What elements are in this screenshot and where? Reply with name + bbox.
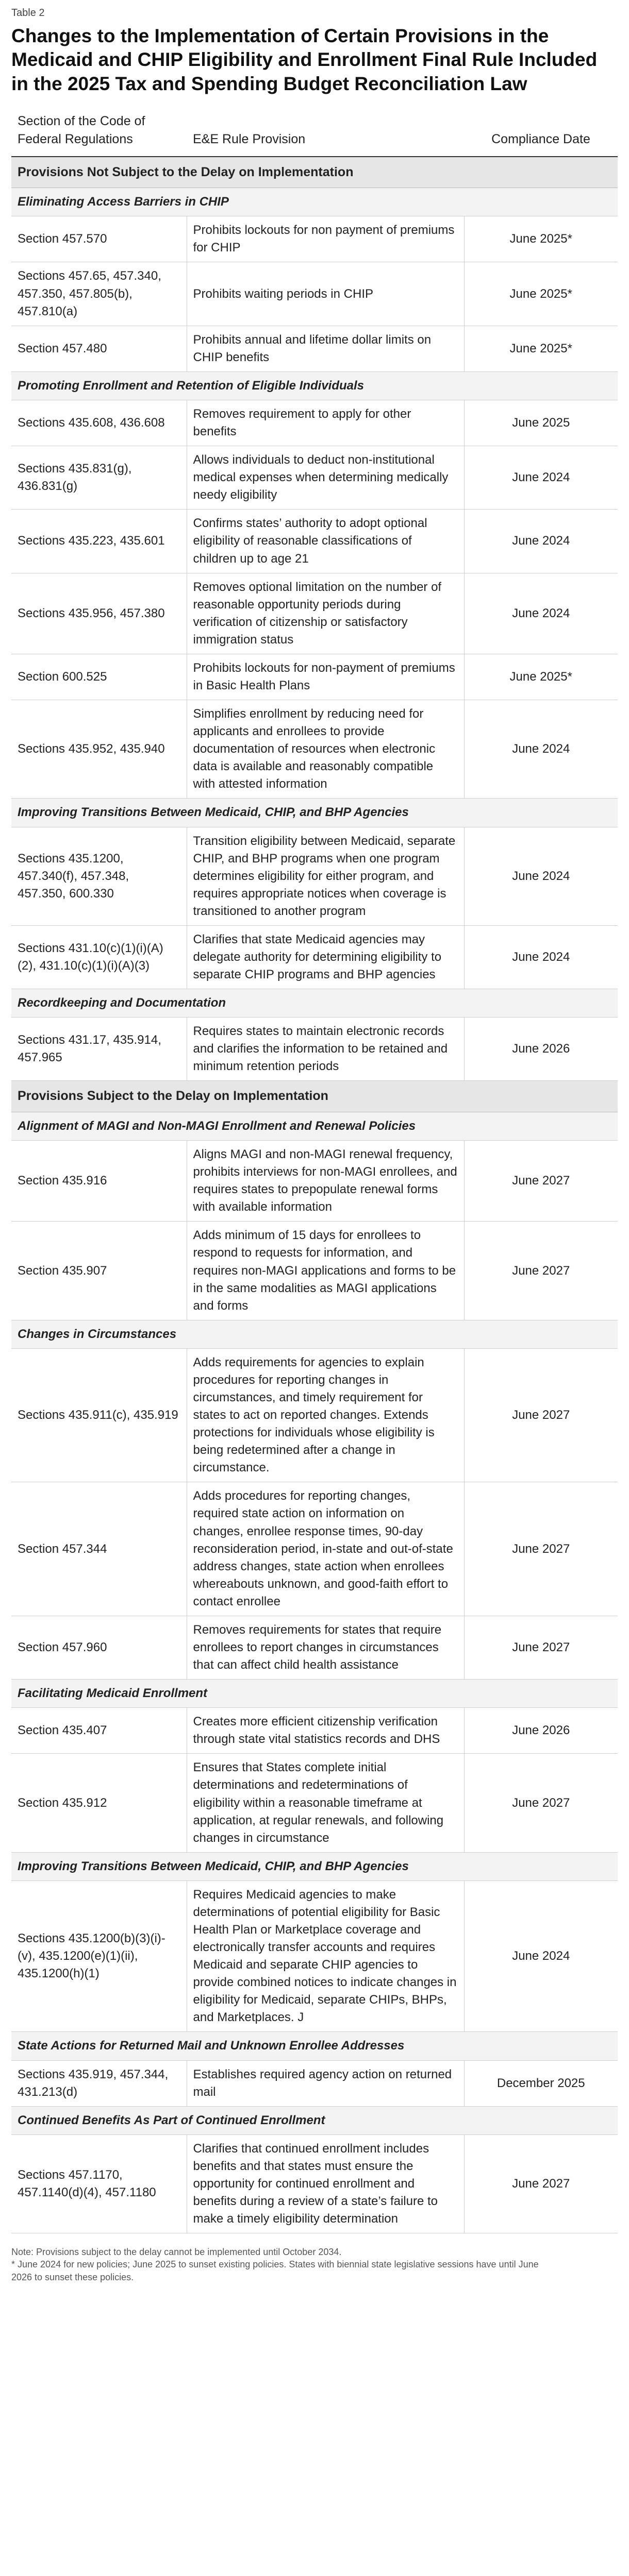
category-row xyxy=(11,371,618,400)
section-header-label: Provisions Subject to the Delay on Implementation xyxy=(11,1081,618,1112)
category-label: State Actions for Returned Mail and Unknown Enrollee Addresses xyxy=(11,2032,618,2060)
provision-cell: Adds procedures for reporting changes, required state action on information on changes, enrollee response times, 90-day reconsideration period, in-state and out-of-state address changes, state action when enrollees whereabouts unknown, and good-faith effort to contact enrollee xyxy=(187,1482,464,1616)
compliance-date-cell: June 2025* xyxy=(464,326,618,371)
category-label: Eliminating Access Barriers in CHIP xyxy=(11,188,618,216)
header-section: Section of the Code of Federal Regulations xyxy=(11,108,187,157)
cfr-section-cell: Sections 431.10(c)(1)(i)(A)(2), 431.10(c)(1)(i)(A)(3) xyxy=(11,925,187,989)
cfr-section-cell: Sections 457.1170, 457.1140(d)(4), 457.1180 xyxy=(11,2134,187,2233)
category-label: Changes in Circumstances xyxy=(11,1320,618,1348)
header-compliance-date: Compliance Date xyxy=(464,108,618,157)
cfr-section-cell: Sections 435.608, 436.608 xyxy=(11,400,187,446)
provision-cell: Allows individuals to deduct non-institutional medical expenses when determining medically needy eligibility xyxy=(187,446,464,510)
provision-cell: Requires states to maintain electronic records and clarifies the information to be retained and minimum retention periods xyxy=(187,1018,464,1081)
provision-cell: Aligns MAGI and non-MAGI renewal frequency, prohibits interviews for non-MAGI enrollees, and requires states to prepopulate renewal forms with available information xyxy=(187,1141,464,1222)
compliance-date-cell: June 2026 xyxy=(464,1018,618,1081)
footer-notes xyxy=(11,2246,548,2283)
table-row xyxy=(11,700,618,799)
cfr-section-cell: Section 435.407 xyxy=(11,1708,187,1754)
table-header xyxy=(11,108,618,157)
provision-cell: Prohibits annual and lifetime dollar limits on CHIP benefits xyxy=(187,326,464,371)
cfr-section-cell: Section 457.480 xyxy=(11,326,187,371)
footer-note: Note: Provisions subject to the delay cannot be implemented until October 2034. xyxy=(11,2247,342,2258)
provision-cell: Simplifies enrollment by reducing need for applicants and enrollees to provide documentation of resources when electronic data is available and reasonably compatible with attested information xyxy=(187,700,464,799)
compliance-date-cell: June 2027 xyxy=(464,1141,618,1222)
category-label: Promoting Enrollment and Retention of Eligible Individuals xyxy=(11,371,618,400)
compliance-date-cell: June 2025 xyxy=(464,400,618,446)
table-row xyxy=(11,2134,618,2233)
provision-cell: Adds requirements for agencies to explain procedures for reporting changes in circumstances, and timely requirement for states to act on reported changes. Extends protections for individuals whose eligibility is being redetermined after a change in circumstance. xyxy=(187,1348,464,1482)
table-body xyxy=(11,157,618,2233)
category-label: Improving Transitions Between Medicaid, CHIP, and BHP Agencies xyxy=(11,1852,618,1880)
provision-cell: Clarifies that state Medicaid agencies may delegate authority for determining eligibility to separate CHIP programs and BHP agencies xyxy=(187,925,464,989)
cfr-section-cell: Sections 435.1200(b)(3)(i)-(v), 435.1200(e)(1)(ii), 435.1200(h)(1) xyxy=(11,1880,187,2032)
table-row xyxy=(11,1754,618,1852)
table-row xyxy=(11,925,618,989)
cfr-section-cell: Section 600.525 xyxy=(11,654,187,700)
table-row xyxy=(11,1708,618,1754)
table-row xyxy=(11,654,618,700)
provision-cell: Prohibits waiting periods in CHIP xyxy=(187,262,464,326)
category-label: Recordkeeping and Documentation xyxy=(11,989,618,1018)
provision-cell: Removes requirement to apply for other benefits xyxy=(187,400,464,446)
table-row xyxy=(11,1616,618,1679)
compliance-date-cell: June 2027 xyxy=(464,1222,618,1320)
cfr-section-cell: Sections 435.831(g), 436.831(g) xyxy=(11,446,187,510)
cfr-section-cell: Section 435.916 xyxy=(11,1141,187,1222)
table-row xyxy=(11,216,618,262)
cfr-section-cell: Sections 435.956, 457.380 xyxy=(11,573,187,654)
category-row xyxy=(11,1852,618,1880)
section-header-row xyxy=(11,1081,618,1112)
compliance-date-cell: June 2027 xyxy=(464,1616,618,1679)
table-row xyxy=(11,326,618,371)
provisions-table xyxy=(11,108,618,2233)
table-row xyxy=(11,400,618,446)
table-row xyxy=(11,1141,618,1222)
category-label: Facilitating Medicaid Enrollment xyxy=(11,1680,618,1708)
category-row xyxy=(11,1112,618,1140)
compliance-date-cell: June 2027 xyxy=(464,1348,618,1482)
cfr-section-cell: Section 435.907 xyxy=(11,1222,187,1320)
compliance-date-cell: June 2027 xyxy=(464,1754,618,1852)
provision-cell: Adds minimum of 15 days for enrollees to respond to requests for information, and requires non-MAGI applications and forms to be in the same modalities as MAGI applications and forms xyxy=(187,1222,464,1320)
cfr-section-cell: Sections 435.952, 435.940 xyxy=(11,700,187,799)
compliance-date-cell: June 2024 xyxy=(464,446,618,510)
table-row xyxy=(11,573,618,654)
category-row xyxy=(11,188,618,216)
cfr-section-cell: Sections 431.17, 435.914, 457.965 xyxy=(11,1018,187,1081)
compliance-date-cell: June 2024 xyxy=(464,573,618,654)
cfr-section-cell: Sections 435.1200, 457.340(f), 457.348, 457.350, 600.330 xyxy=(11,827,187,925)
cfr-section-cell: Sections 435.911(c), 435.919 xyxy=(11,1348,187,1482)
table-row xyxy=(11,446,618,510)
provision-cell: Removes requirements for states that require enrollees to report changes in circumstances that can affect child health assistance xyxy=(187,1616,464,1679)
provision-cell: Clarifies that continued enrollment includes benefits and that states must ensure the opportunity for continued enrollment and benefits during a review of a state’s failure to make a timely eligibility determination xyxy=(187,2134,464,2233)
page-title: Changes to the Implementation of Certain Provisions in the Medicaid and CHIP Eligibility and Enrollment Final Rule Included in the 2025 Tax and Spending Budget Reconciliation Law xyxy=(11,25,598,94)
table-row xyxy=(11,2060,618,2106)
table-row xyxy=(11,1018,618,1081)
compliance-date-cell: June 2024 xyxy=(464,1880,618,2032)
table-row xyxy=(11,1348,618,1482)
cfr-section-cell: Section 457.570 xyxy=(11,216,187,262)
compliance-date-cell: June 2025* xyxy=(464,216,618,262)
compliance-date-cell: December 2025 xyxy=(464,2060,618,2106)
compliance-date-cell: June 2024 xyxy=(464,827,618,925)
table-label: Table 2 xyxy=(11,7,45,19)
compliance-date-cell: June 2027 xyxy=(464,2134,618,2233)
cfr-section-cell: Section 435.912 xyxy=(11,1754,187,1852)
compliance-date-cell: June 2027 xyxy=(464,1482,618,1616)
section-header-row xyxy=(11,157,618,188)
category-label: Alignment of MAGI and Non-MAGI Enrollment and Renewal Policies xyxy=(11,1112,618,1140)
category-row xyxy=(11,1680,618,1708)
compliance-date-cell: June 2024 xyxy=(464,925,618,989)
table-row xyxy=(11,1880,618,2032)
category-row xyxy=(11,2106,618,2134)
table-row xyxy=(11,1482,618,1616)
category-label: Continued Benefits As Part of Continued Enrollment xyxy=(11,2106,618,2134)
provision-cell: Requires Medicaid agencies to make determinations of potential eligibility for Basic Health Plan or Marketplace coverage and electronically transfer accounts and requires Medicaid and separate CHIP agencies to provide combined notices to indicate changes in eligibility for Medicaid, separate CHIPs, BHPs, and Marketplaces. J xyxy=(187,1880,464,2032)
cfr-section-cell: Sections 457.65, 457.340, 457.350, 457.805(b), 457.810(a) xyxy=(11,262,187,326)
cfr-section-cell: Sections 435.919, 457.344, 431.213(d) xyxy=(11,2060,187,2106)
category-label: Improving Transitions Between Medicaid, CHIP, and BHP Agencies xyxy=(11,799,618,827)
provision-cell: Removes optional limitation on the number of reasonable opportunity periods during verification of citizenship or satisfactory immigration status xyxy=(187,573,464,654)
provision-cell: Prohibits lockouts for non payment of premiums for CHIP xyxy=(187,216,464,262)
table-row xyxy=(11,827,618,925)
compliance-date-cell: June 2024 xyxy=(464,510,618,573)
category-row xyxy=(11,799,618,827)
compliance-date-cell: June 2025* xyxy=(464,262,618,326)
table-row xyxy=(11,510,618,573)
footer-footnote: * June 2024 for new policies; June 2025 to sunset existing policies. States with biennial state legislative sessions have until June 2026 to sunset these policies. xyxy=(11,2259,539,2282)
provision-cell: Confirms states’ authority to adopt optional eligibility of reasonable classifications of children up to age 21 xyxy=(187,510,464,573)
category-row xyxy=(11,2032,618,2060)
category-row xyxy=(11,1320,618,1348)
provision-cell: Creates more efficient citizenship verification through state vital statistics records and DHS xyxy=(187,1708,464,1754)
header-provision: E&E Rule Provision xyxy=(187,108,464,157)
provision-cell: Prohibits lockouts for non-payment of premiums in Basic Health Plans xyxy=(187,654,464,700)
cfr-section-cell: Sections 435.223, 435.601 xyxy=(11,510,187,573)
compliance-date-cell: June 2026 xyxy=(464,1708,618,1754)
provision-cell: Transition eligibility between Medicaid, separate CHIP, and BHP programs when one program determines eligibility for either program, and requires appropriate notices when coverage is transitioned to another program xyxy=(187,827,464,925)
cfr-section-cell: Section 457.344 xyxy=(11,1482,187,1616)
table-row xyxy=(11,262,618,326)
compliance-date-cell: June 2025* xyxy=(464,654,618,700)
compliance-date-cell: June 2024 xyxy=(464,700,618,799)
provision-cell: Establishes required agency action on returned mail xyxy=(187,2060,464,2106)
cfr-section-cell: Section 457.960 xyxy=(11,1616,187,1679)
section-header-label: Provisions Not Subject to the Delay on Implementation xyxy=(11,157,618,188)
category-row xyxy=(11,989,618,1018)
provision-cell: Ensures that States complete initial determinations and redeterminations of eligibility within a reasonable timeframe at application, at regular renewals, and following changes in circumstance xyxy=(187,1754,464,1852)
table-row xyxy=(11,1222,618,1320)
